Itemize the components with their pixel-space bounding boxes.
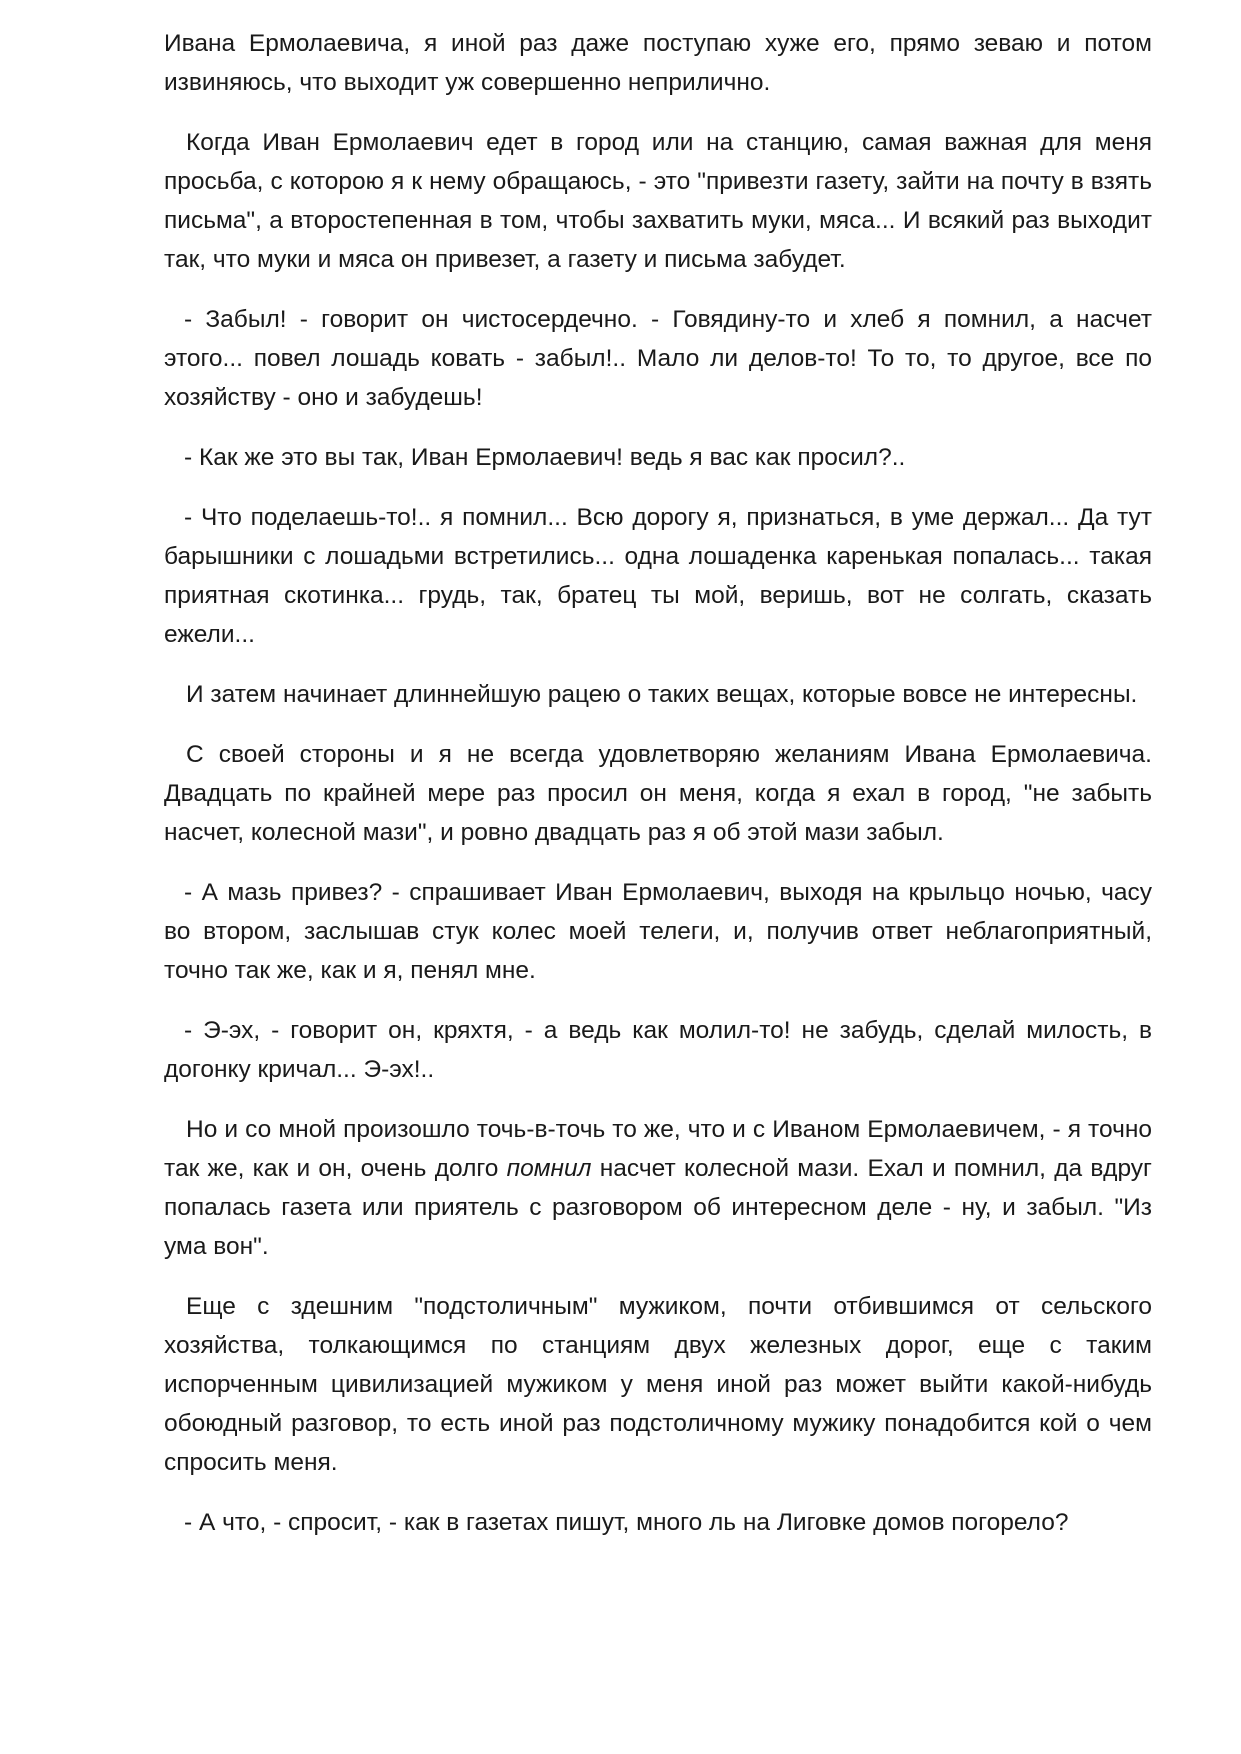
dialogue-line-2: - Как же это вы так, Иван Ермолаевич! ведь я вас как просил?.. [184,444,906,471]
paragraph-1: Ивана Ермолаевича, я иной раз даже поступаю хуже его, прямо зеваю и потом извиняюсь, что выходит уж совершенно неприлично. [164,30,1152,96]
dialogue-line-1: - Забыл! - говорит он чистосердечно. - Говядину-то и хлеб я помнил, а насчет этого... повел лошадь ковать - забыл!.. Мало ли делов-то! То то, то другое, все по хозяйству - оно и забудешь! [164,306,1152,411]
dialogue-line-4: - А мазь привез? - спрашивает Иван Ермолаевич, выходя на крыльцо ночью, часу во втором, заслышав стук колес моей телеги, и, получив ответ неблагоприятный, точно так же, как и я, пенял мне. [164,879,1152,984]
dialogue-line-5: - Э-эх, - говорит он, кряхтя, - а ведь как молил-то! не забудь, сделай милость, в догонку кричал... Э-эх!.. [164,1017,1152,1083]
paragraph-3: И затем начинает длиннейшую рацею о таких вещах, которые вовсе не интересны. [186,681,1138,708]
paragraph-2: Когда Иван Ермолаевич едет в город или на станцию, самая важная для меня просьба, с которою я к нему обращаюсь, - это "привезти газету, зайти на почту в взять письма", а второстепенная в том, чтобы захватить муки, мяса... И всякий раз выходит так, что муки и мяса он привезет, а газету и письма забудет. [164,129,1152,273]
paragraph-6: Еще с здешним "подстоличным" мужиком, почти отбившимся от сельского хозяйства, толкающимся по станциям двух железных дорог, еще с таким испорченным цивилизацией мужиком у меня иной раз может выйти какой-нибудь обоюдный разговор, то есть иной раз подстоличному мужику понадобится кой о чем спросить меня. [164,1293,1152,1476]
paragraph-5-emphasis: помнил [506,1155,592,1182]
paragraph-5-text-before: Но и со мной произошло точь-в-точь то же, что и с Иваном Ермолаевичем, - я точно так же, как и он, очень долго [164,1116,1152,1182]
paragraph-5-text-after: насчет колесной мази. Ехал и помнил, да вдруг попалась газета или приятель с разговором об интересном деле - ну, и забыл. "Из ума вон". [164,1155,1152,1260]
paragraph-5 [164,1110,1152,1266]
dialogue-line-3: - Что поделаешь-то!.. я помнил... Всю дорогу я, признаться, в уме держал... Да тут барышники с лошадьми встретились... одна лошаденка каренькая попалась... такая приятная скотинка... грудь, так, братец ты мой, веришь, вот не солгать, сказать ежели... [164,504,1152,648]
document-page [164,24,1152,1563]
paragraph-4: С своей стороны и я не всегда удовлетворяю желаниям Ивана Ермолаевича. Двадцать по крайней мере раз просил он меня, когда я ехал в город, "не забыть насчет, колесной мази", и ровно двадцать раз я об этой мази забыл. [164,741,1152,846]
dialogue-line-6: - А что, - спросит, - как в газетах пишут, много ль на Лиговке домов погорело? [184,1509,1069,1536]
